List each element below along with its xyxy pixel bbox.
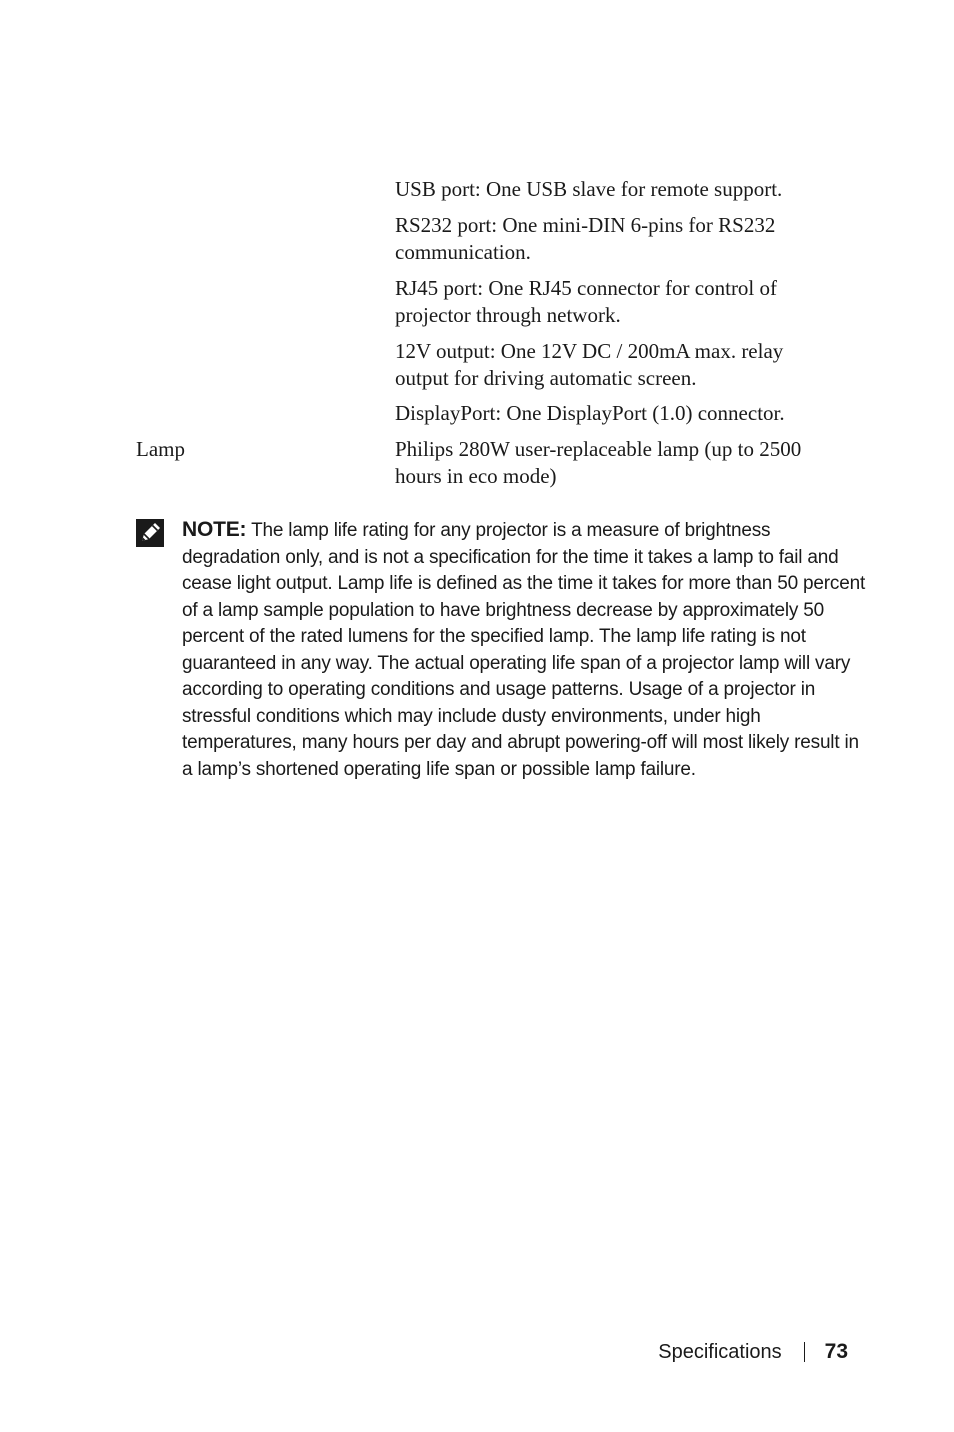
page-footer xyxy=(658,1338,848,1366)
spec-label-lamp: Lamp xyxy=(136,437,185,461)
spec-value-usb: USB port: One USB slave for remote support. xyxy=(395,177,783,201)
spec-value-rj45: RJ45 port: One RJ45 connector for control of projector through network. xyxy=(395,276,778,327)
pencil-note-icon xyxy=(136,519,164,547)
spec-value-rs232: RS232 port: One mini-DIN 6-pins for RS232 communication. xyxy=(395,213,776,264)
footer-divider xyxy=(804,1342,805,1362)
note-body: The lamp life rating for any projector is a measure of brightness degradation only, and is not a specification for the time it takes a lamp to fail and cease light output. Lamp life is defined as the time it takes for more than 50 percent of a lamp sample population to have brightness decrease by approximately 50 percent of the rated lumens for the specified lamp. The lamp life rating is not guaranteed in any way. The actual operating life span of a projector lamp will vary according to operating conditions and usage patterns. Usage of a projector in stressful conditions which may include dusty environments, under high temperatures, many hours per day and abrupt powering-off will most likely result in a lamp’s shortened operating life span or possible lamp failure. xyxy=(182,520,866,780)
note-label: NOTE: xyxy=(182,518,247,541)
note-text xyxy=(182,517,872,783)
page-number: 73 xyxy=(824,1340,848,1363)
spec-value-lamp: Philips 280W user-replaceable lamp (up to 2500 hours in eco mode) xyxy=(395,437,802,488)
footer-section-title: Specifications xyxy=(658,1340,782,1363)
spec-value-12v: 12V output: One 12V DC / 200mA max. relay output for driving automatic screen. xyxy=(395,339,784,390)
spec-value-displayport: DisplayPort: One DisplayPort (1.0) connector. xyxy=(395,401,785,425)
